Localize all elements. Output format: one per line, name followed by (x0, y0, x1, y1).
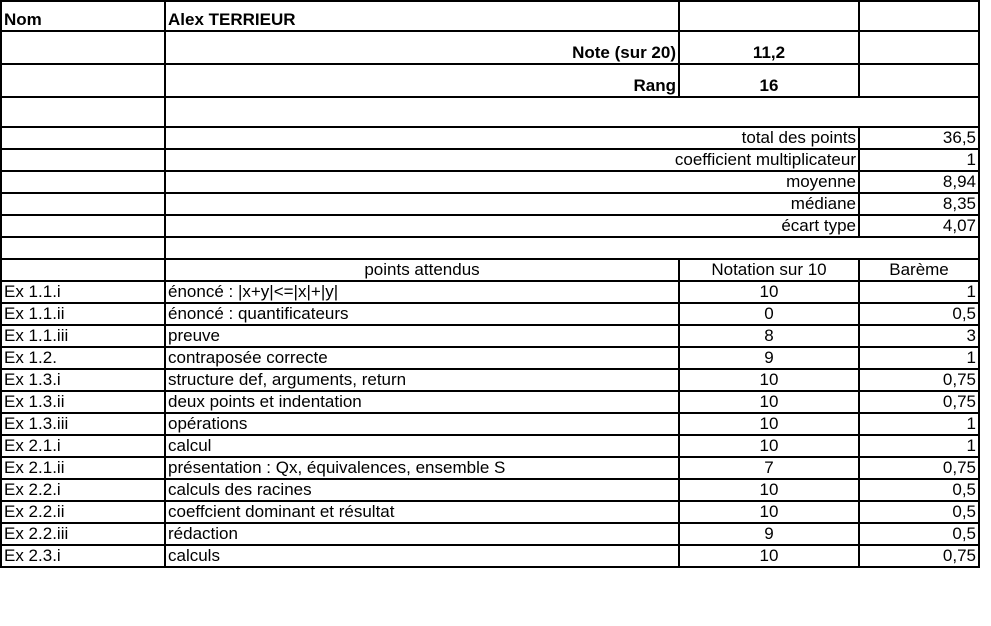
exercise-bareme[interactable]: 0,75 (859, 457, 979, 479)
exercise-note[interactable]: 0 (679, 303, 859, 325)
exercise-bareme[interactable]: 0,75 (859, 545, 979, 567)
stat-label[interactable]: écart type (165, 215, 859, 237)
table-row (1, 281, 979, 303)
exercise-note[interactable]: 10 (679, 435, 859, 457)
exercise-bareme[interactable]: 1 (859, 281, 979, 303)
points-header[interactable]: points attendus (165, 259, 679, 281)
exercise-id[interactable]: Ex 2.2.iii (1, 523, 165, 545)
table-row (1, 413, 979, 435)
exercise-note[interactable]: 10 (679, 391, 859, 413)
table-row (1, 369, 979, 391)
separator-row (1, 237, 979, 259)
exercise-id[interactable]: Ex 2.1.ii (1, 457, 165, 479)
exercise-id[interactable]: Ex 2.3.i (1, 545, 165, 567)
exercise-id[interactable]: Ex 1.2. (1, 347, 165, 369)
note-row (1, 31, 979, 64)
empty-cell[interactable] (679, 1, 859, 31)
stat-label[interactable]: moyenne (165, 171, 859, 193)
exercise-description[interactable]: coeffcient dominant et résultat (165, 501, 679, 523)
stat-row (1, 215, 979, 237)
empty-cell[interactable] (859, 1, 979, 31)
exercise-description[interactable]: calculs des racines (165, 479, 679, 501)
exercise-id[interactable]: Ex 2.2.i (1, 479, 165, 501)
student-name[interactable]: Alex TERRIEUR (165, 1, 679, 31)
name-row (1, 1, 979, 31)
table-row (1, 545, 979, 567)
exercise-description[interactable]: énoncé : |x+y|<=|x|+|y| (165, 281, 679, 303)
separator-row (1, 97, 979, 127)
stat-value[interactable]: 36,5 (859, 127, 979, 149)
exercise-note[interactable]: 8 (679, 325, 859, 347)
empty-cell[interactable] (165, 97, 979, 127)
exercise-id[interactable]: Ex 1.3.iii (1, 413, 165, 435)
empty-cell[interactable] (1, 237, 165, 259)
exercise-bareme[interactable]: 0,5 (859, 523, 979, 545)
exercise-id[interactable]: Ex 1.1.i (1, 281, 165, 303)
exercise-bareme[interactable]: 0,75 (859, 391, 979, 413)
exercise-bareme[interactable]: 1 (859, 435, 979, 457)
exercise-bareme[interactable]: 1 (859, 413, 979, 435)
exercise-note[interactable]: 10 (679, 501, 859, 523)
rang-label[interactable]: Rang (165, 64, 679, 97)
empty-cell[interactable] (859, 64, 979, 97)
exercise-description[interactable]: présentation : Qx, équivalences, ensemble S (165, 457, 679, 479)
exercise-description[interactable]: preuve (165, 325, 679, 347)
exercise-note[interactable]: 10 (679, 413, 859, 435)
exercise-description[interactable]: contraposée correcte (165, 347, 679, 369)
table-row (1, 347, 979, 369)
exercise-note[interactable]: 10 (679, 369, 859, 391)
stat-value[interactable]: 8,35 (859, 193, 979, 215)
exercise-id[interactable]: Ex 2.1.i (1, 435, 165, 457)
exercise-id[interactable]: Ex 1.3.i (1, 369, 165, 391)
table-row (1, 325, 979, 347)
empty-cell[interactable] (1, 97, 165, 127)
exercise-bareme[interactable]: 0,75 (859, 369, 979, 391)
notation-header[interactable]: Notation sur 10 (679, 259, 859, 281)
exercise-description[interactable]: calcul (165, 435, 679, 457)
exercise-description[interactable]: énoncé : quantificateurs (165, 303, 679, 325)
note-value[interactable]: 11,2 (679, 31, 859, 64)
empty-cell[interactable] (859, 31, 979, 64)
empty-cell[interactable] (165, 237, 979, 259)
exercise-id[interactable]: Ex 1.1.ii (1, 303, 165, 325)
exercise-note[interactable]: 10 (679, 545, 859, 567)
exercise-description[interactable]: structure def, arguments, return (165, 369, 679, 391)
empty-cell[interactable] (1, 64, 165, 97)
table-row (1, 523, 979, 545)
exercise-note[interactable]: 9 (679, 347, 859, 369)
exercise-id[interactable]: Ex 1.1.iii (1, 325, 165, 347)
empty-cell[interactable] (1, 193, 165, 215)
empty-cell[interactable] (1, 31, 165, 64)
table-row (1, 435, 979, 457)
exercise-bareme[interactable]: 3 (859, 325, 979, 347)
stat-row (1, 127, 979, 149)
exercise-note[interactable]: 10 (679, 479, 859, 501)
empty-cell[interactable] (1, 215, 165, 237)
table-row (1, 457, 979, 479)
stat-value[interactable]: 4,07 (859, 215, 979, 237)
empty-cell[interactable] (1, 259, 165, 281)
note-label[interactable]: Note (sur 20) (165, 31, 679, 64)
empty-cell[interactable] (1, 149, 165, 171)
stat-label[interactable]: total des points (165, 127, 859, 149)
exercise-description[interactable]: deux points et indentation (165, 391, 679, 413)
exercise-description[interactable]: calculs (165, 545, 679, 567)
table-row (1, 479, 979, 501)
rang-row (1, 64, 979, 97)
stat-row (1, 171, 979, 193)
exercise-description[interactable]: opérations (165, 413, 679, 435)
table-row (1, 303, 979, 325)
exercise-bareme[interactable]: 0,5 (859, 303, 979, 325)
exercise-note[interactable]: 10 (679, 281, 859, 303)
table-row (1, 501, 979, 523)
exercise-note[interactable]: 9 (679, 523, 859, 545)
stat-value[interactable]: 8,94 (859, 171, 979, 193)
stat-label[interactable]: coefficient multiplicateur (165, 149, 859, 171)
empty-cell[interactable] (1, 171, 165, 193)
stat-row (1, 193, 979, 215)
exercise-note[interactable]: 7 (679, 457, 859, 479)
stat-row (1, 149, 979, 171)
exercise-id[interactable]: Ex 1.3.ii (1, 391, 165, 413)
exercise-id[interactable]: Ex 2.2.ii (1, 501, 165, 523)
table-row (1, 391, 979, 413)
exercise-bareme[interactable]: 0,5 (859, 501, 979, 523)
stat-value[interactable]: 1 (859, 149, 979, 171)
column-header-row (1, 259, 979, 281)
exercise-bareme[interactable]: 0,5 (859, 479, 979, 501)
bareme-header[interactable]: Barème (859, 259, 979, 281)
rang-value[interactable]: 16 (679, 64, 859, 97)
stat-label[interactable]: médiane (165, 193, 859, 215)
exercise-bareme[interactable]: 1 (859, 347, 979, 369)
nom-label[interactable]: Nom (1, 1, 165, 31)
exercise-description[interactable]: rédaction (165, 523, 679, 545)
empty-cell[interactable] (1, 127, 165, 149)
